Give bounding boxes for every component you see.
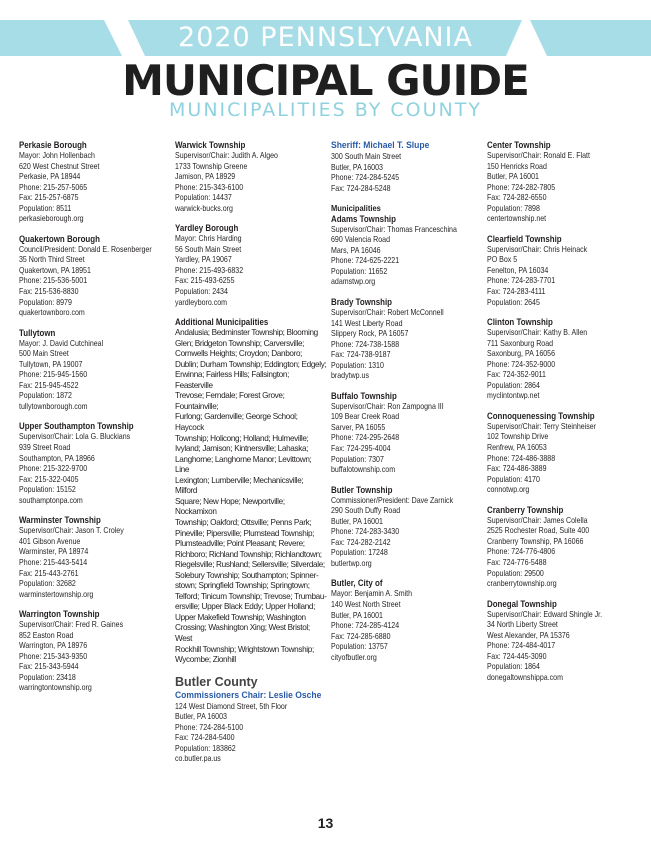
municipality-entry xyxy=(19,421,169,506)
entry-line: Fax: 724-283-4111 xyxy=(487,287,546,297)
entry-line: Population: 7307 xyxy=(331,454,384,464)
entry-line: Supervisor/Chair: Lola G. Bluckians xyxy=(19,432,131,442)
entry-line: Fax: 215-322-0405 xyxy=(19,474,79,484)
banner-title: 2020 PENNSLYVANIA xyxy=(178,22,473,53)
entry-line: Supervisor/Chair: Thomas Franceschina xyxy=(331,224,457,234)
entry-line: Population: 7898 xyxy=(487,203,540,213)
entry-line: Southampton, PA 18966 xyxy=(19,453,95,463)
municipality-name: Cranberry Township xyxy=(487,504,564,515)
entry-line: Mayor: Benjamin A. Smith xyxy=(331,589,413,599)
municipality-entry xyxy=(487,140,637,225)
column-1 xyxy=(19,140,169,703)
entry-line: Jamison, PA 18929 xyxy=(175,172,236,182)
entry-line: Fax: 215-536-8830 xyxy=(19,287,79,297)
entry-line: 141 West Liberty Road xyxy=(331,318,403,328)
entry-line: Phone: 724-295-2648 xyxy=(331,433,400,443)
entry-line: Fax: 724-295-4004 xyxy=(331,443,391,453)
entry-line: Phone: 724-776-4806 xyxy=(487,547,556,557)
entry-line: 500 Main Street xyxy=(19,349,69,359)
entry-line: Supervisor/Chair: James Colella xyxy=(487,515,588,525)
entry-line: Phone: 724-738-1588 xyxy=(331,339,400,349)
entry-line: Mayor: Chris Harding xyxy=(175,234,242,244)
entry-line: Warminster, PA 18974 xyxy=(19,547,89,557)
municipality-name: Clinton Township xyxy=(487,317,553,328)
municipality-entry xyxy=(487,599,637,684)
entry-line: Population: 32682 xyxy=(19,579,76,589)
entry-line: Population: 8511 xyxy=(19,203,72,213)
entry-line: Population: 11652 xyxy=(331,266,388,276)
entry-line: myclintontwp.net xyxy=(487,391,540,401)
municipality-entry xyxy=(331,214,481,288)
municipality-name: Buffalo Township xyxy=(331,390,397,401)
entry-line: Supervisor/Chair: Terry Steinheiser xyxy=(487,421,597,431)
municipality-name: Quakertown Borough xyxy=(19,233,100,244)
additional-municipalities-list: Andalusia; Bedminster Township; Blooming Glen; Bridgeton Township; Carversville; Cornwells Heights; Croydon; Danboro; Dublin; Durham Township; Eddington; Edgely; Erwinna; Fairless Hills; Fallsington; Feasterville Trevose; Ferndale; Forest Grove; Fountainville; Furlong; Gardenville; George School; Haycock Township; Holicong; Holland; Hulmeville; Ivyland; Jamison; Kintnersville; Lahaska; Langhorne; Langhorne Manor; Levittown; Line Lexington; Lumberville; Mechanicsville; Milford Square; New Hope; Newportville; Nockamixon Township; Oakford; Ottsville; Penns Park; Pineville; Pipersville; Plumstead Township; Plumsteadville; Point Pleasant; Revere; Richboro; Richland Township; Richlandtown; Riegelsville; Rushland; Sellersville; Silverdale; Solebury Township; Southampton; Spinner- stown; Springfield Township; Springtown; Telford; Tinicum Township; Trevose; Trumbau- ersville; Upper Black Eddy; Upper Holland; Upper Makefield Township; Washington Crossing; Washington Xing; West Bristol; West Rockhill Township; Wrightstown Township; Wycombe; Zionhill xyxy=(175,328,327,665)
municipality-entry xyxy=(175,140,327,214)
municipality-entry xyxy=(487,505,637,590)
entry-line: Butler, PA 16003 xyxy=(331,162,383,172)
additional-municipalities-heading: Additional Municipalities xyxy=(175,317,269,328)
entry-line: Phone: 215-322-9700 xyxy=(19,464,88,474)
entry-line: Tullytown, PA 19007 xyxy=(19,359,83,369)
entry-line: Fenelton, PA 16034 xyxy=(487,265,549,275)
entry-line: yardleyboro.com xyxy=(175,297,228,307)
entry-line: 939 Street Road xyxy=(19,443,71,453)
column-4 xyxy=(487,140,637,692)
entry-line: perkasieborough.org xyxy=(19,214,84,224)
entry-line: Phone: 215-343-9350 xyxy=(19,651,88,661)
entry-line: Council/President: Donald E. Rosenberger xyxy=(19,244,152,254)
entry-line: southamptonpa.com xyxy=(19,495,83,505)
municipality-name: Donegal Township xyxy=(487,598,557,609)
entry-line: Supervisor/Chair: Robert McConnell xyxy=(331,307,444,317)
municipality-name: Warwick Township xyxy=(175,140,246,150)
entry-line: connotwp.org xyxy=(487,485,530,495)
municipality-name: Butler Township xyxy=(331,484,393,495)
entry-line: Cranberry Township, PA 16066 xyxy=(487,536,584,546)
entry-line: Population: 2434 xyxy=(175,287,228,297)
entry-line: 690 Valencia Road xyxy=(331,235,390,245)
entry-line: West Alexander, PA 15376 xyxy=(487,630,570,640)
entry-line: tullytownborough.com xyxy=(19,401,88,411)
entry-line: Butler, PA 16003 xyxy=(175,712,227,722)
entry-line: warringtontownship.org xyxy=(19,683,92,693)
column-2 xyxy=(175,140,327,765)
entry-line: Phone: 724-486-3888 xyxy=(487,453,556,463)
entry-line: 300 South Main Street xyxy=(331,152,402,161)
entry-line: Mayor: J. David Cutchineal xyxy=(19,338,104,348)
entry-line: Population: 1310 xyxy=(331,360,384,370)
entry-line: cityofbutler.org xyxy=(331,652,377,662)
entry-line: butlertwp.org xyxy=(331,558,372,568)
entry-line: Phone: 724-283-3430 xyxy=(331,527,400,537)
entry-line: Fax: 724-282-6550 xyxy=(487,193,547,203)
municipality-entry xyxy=(19,609,169,694)
entry-line: Renfrew, PA 16053 xyxy=(487,443,547,453)
entry-line: Fax: 724-352-9011 xyxy=(487,370,546,380)
entry-line: Supervisor/Chair: Chris Heinack xyxy=(487,244,588,254)
municipality-name: Adams Township xyxy=(331,213,396,224)
entry-line: Fax: 215-945-4522 xyxy=(19,380,79,390)
entry-line: donegaltownshippa.com xyxy=(487,672,563,682)
page-title: MUNICIPAL GUIDE xyxy=(122,56,529,105)
entry-line: Mayor: John Hollenbach xyxy=(19,151,95,160)
entry-line: Population: 23418 xyxy=(19,672,76,682)
municipality-entry xyxy=(19,515,169,600)
municipality-name: Center Township xyxy=(487,140,551,150)
entry-line: 102 Township Drive xyxy=(487,432,549,442)
entry-line: Perkasie, PA 18944 xyxy=(19,172,81,182)
entry-line: Phone: 724-284-5245 xyxy=(331,173,400,183)
municipality-entry xyxy=(331,485,481,570)
entry-line: Quakertown, PA 18951 xyxy=(19,265,91,275)
entry-line: 35 North Third Street xyxy=(19,255,85,265)
entry-line: Population: 15152 xyxy=(19,485,76,495)
county-contact xyxy=(175,702,327,765)
entry-line: PO Box 5 xyxy=(487,255,518,265)
entry-line: 124 West Diamond Street, 5th Floor xyxy=(175,701,288,711)
entry-line: Warrington, PA 18976 xyxy=(19,641,88,651)
entry-line: Population: 29500 xyxy=(487,568,544,578)
municipality-entry xyxy=(487,234,637,308)
municipality-entry xyxy=(487,411,637,496)
entry-line: Phone: 724-282-7805 xyxy=(487,182,556,192)
column-3-entries xyxy=(331,214,481,664)
entry-line: Population: 2645 xyxy=(487,297,540,307)
municipality-name: Clearfield Township xyxy=(487,233,562,244)
entry-line: Sarver, PA 16055 xyxy=(331,422,386,432)
entry-line: warwick-bucks.org xyxy=(175,203,233,213)
entry-line: Fax: 215-257-6875 xyxy=(19,193,79,203)
municipality-name: Tullytown xyxy=(19,327,56,338)
entry-line: Fax: 215-343-5944 xyxy=(19,662,79,672)
header-banner xyxy=(0,20,651,56)
entry-line: Phone: 215-343-6100 xyxy=(175,182,244,192)
additional-municipalities xyxy=(175,317,327,666)
municipality-entry xyxy=(331,297,481,382)
entry-line: 34 North Liberty Street xyxy=(487,620,558,630)
page-subtitle: MUNICIPALITIES BY COUNTY xyxy=(169,99,482,121)
municipality-name: Butler, City of xyxy=(331,578,383,589)
entry-line: Phone: 215-257-5065 xyxy=(19,182,88,192)
entry-line: Fax: 724-284-5400 xyxy=(175,733,235,743)
entry-line: Fax: 724-776-5488 xyxy=(487,557,547,567)
entry-line: co.butler.pa.us xyxy=(175,754,221,764)
entry-line: Commissioner/President: Dave Zarnick xyxy=(331,495,454,505)
entry-line: Supervisor/Chair: Ron Zampogna III xyxy=(331,401,444,411)
entry-line: Supervisor/Chair: Fred R. Gaines xyxy=(19,620,124,630)
entry-line: 109 Bear Creek Road xyxy=(331,412,400,422)
sheriff-entry xyxy=(331,140,481,194)
entry-line: bradytwp.us xyxy=(331,371,369,381)
entry-line: Fax: 724-285-6880 xyxy=(331,631,391,641)
municipality-name: Warminster Township xyxy=(19,515,101,526)
entry-line: Phone: 724-484-4017 xyxy=(487,641,556,651)
municipality-entry xyxy=(19,140,169,225)
municipality-entry xyxy=(331,578,481,663)
entry-line: quakertownboro.com xyxy=(19,308,85,318)
entry-line: Fax: 724-486-3889 xyxy=(487,464,547,474)
entry-line: Phone: 724-284-5100 xyxy=(175,722,244,732)
entry-line: Fax: 724-284-5248 xyxy=(331,183,391,193)
municipality-name: Yardley Borough xyxy=(175,223,239,234)
entry-line: Supervisor/Chair: Edward Shingle Jr. xyxy=(487,609,603,619)
municipality-name: Warrington Township xyxy=(19,609,100,620)
entry-line: Mars, PA 16046 xyxy=(331,245,381,255)
entry-line: Phone: 724-285-4124 xyxy=(331,621,400,631)
entry-line: Fax: 215-443-2761 xyxy=(19,568,79,578)
entry-line: buffalotownship.com xyxy=(331,465,396,475)
municipality-name: Perkasie Borough xyxy=(19,140,87,150)
entry-line: Population: 8979 xyxy=(19,297,72,307)
entry-line: Fax: 215-493-6255 xyxy=(175,276,235,286)
entry-line: Supervisor/Chair: Ronald E. Flatt xyxy=(487,151,590,160)
column-2-entries xyxy=(175,140,327,308)
sheriff-heading: Sheriff: Michael T. Slupe xyxy=(331,140,430,151)
entry-line: Phone: 724-283-7701 xyxy=(487,276,556,286)
entry-line: 620 West Chestnut Street xyxy=(19,161,100,171)
entry-line: 150 Henricks Road xyxy=(487,161,547,171)
entry-line: 401 Gibson Avenue xyxy=(19,536,81,546)
entry-line: Phone: 215-945-1560 xyxy=(19,370,88,380)
county-heading: Butler County xyxy=(175,674,258,689)
entry-line: Phone: 215-443-5414 xyxy=(19,557,88,567)
entry-line: centertownship.net xyxy=(487,214,547,224)
municipality-entry xyxy=(175,223,327,308)
entry-line: warminstertownship.org xyxy=(19,589,94,599)
entry-line: 711 Saxonburg Road xyxy=(487,338,554,348)
entry-line: Population: 13757 xyxy=(331,642,388,652)
entry-line: Butler, PA 16001 xyxy=(331,516,383,526)
commissioners-chair: Commissioners Chair: Leslie Osche xyxy=(175,689,322,701)
entry-line: Slippery Rock, PA 16057 xyxy=(331,329,409,339)
entry-line: Fax: 724-445-3090 xyxy=(487,651,547,661)
entry-line: 1733 Township Greene xyxy=(175,161,248,171)
entry-line: Population: 4170 xyxy=(487,474,540,484)
entry-line: Population: 2864 xyxy=(487,380,540,390)
municipality-entry xyxy=(19,234,169,319)
entry-line: Fax: 724-738-9187 xyxy=(331,350,391,360)
column-3 xyxy=(331,140,481,672)
entry-line: Phone: 215-536-5001 xyxy=(19,276,88,286)
entry-line: 140 West North Street xyxy=(331,600,401,609)
entry-line: Supervisor/Chair: Jason T. Croley xyxy=(19,526,124,536)
entry-line: Phone: 215-493-6832 xyxy=(175,265,244,275)
entry-line: Population: 14437 xyxy=(175,193,232,203)
entry-line: Supervisor/Chair: Kathy B. Allen xyxy=(487,328,588,338)
entry-line: Supervisor/Chair: Judith A. Algeo xyxy=(175,151,278,160)
municipality-name: Connoquenessing Township xyxy=(487,410,595,421)
entry-line: Population: 17248 xyxy=(331,548,388,558)
entry-line: 852 Easton Road xyxy=(19,630,74,640)
entry-line: Saxonburg, PA 16056 xyxy=(487,349,555,359)
municipality-name: Upper Southampton Township xyxy=(19,421,134,432)
entry-line: 290 South Duffy Road xyxy=(331,506,401,516)
municipality-entry xyxy=(487,317,637,402)
municipalities-label: Municipalities xyxy=(331,203,381,214)
entry-line: Population: 1872 xyxy=(19,391,72,401)
municipality-entry xyxy=(19,328,169,413)
entry-line: Phone: 724-625-2221 xyxy=(331,256,400,266)
entry-line: Butler, PA 16001 xyxy=(487,172,539,182)
entry-line: Yardley, PA 19067 xyxy=(175,255,232,265)
entry-line: Phone: 724-352-9000 xyxy=(487,359,556,369)
entry-line: Population: 1864 xyxy=(487,662,540,672)
municipality-entry xyxy=(331,391,481,476)
sheriff-contact xyxy=(331,152,481,194)
entry-line: Population: 183862 xyxy=(175,743,236,753)
entry-line: Fax: 724-282-2142 xyxy=(331,537,391,547)
entry-line: adamstwp.org xyxy=(331,277,376,287)
page-number: 13 xyxy=(317,815,334,831)
municipality-name: Brady Township xyxy=(331,296,393,307)
entry-line: cranberrytownship.org xyxy=(487,579,557,589)
entry-line: 2525 Rochester Road, Suite 400 xyxy=(487,526,590,536)
entry-line: Butler, PA 16001 xyxy=(331,610,383,620)
entry-line: 56 South Main Street xyxy=(175,244,242,254)
